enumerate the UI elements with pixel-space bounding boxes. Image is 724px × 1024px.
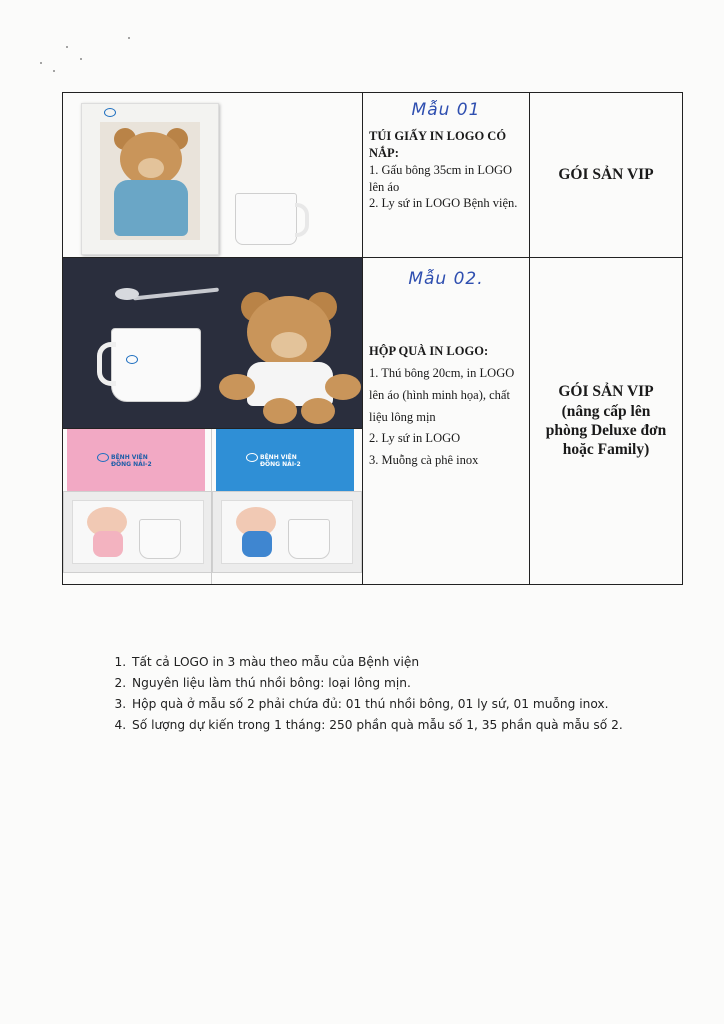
hospital-logo: BỆNH VIỆN ĐỒNG NAI-2	[97, 453, 152, 469]
mug-handle	[295, 203, 309, 237]
sample-1-photo	[63, 93, 362, 257]
sample-heading: TÚI GIẤY IN LOGO CÓ NẮP:	[369, 128, 507, 160]
package-name: GÓI SẢN VIP	[558, 166, 654, 184]
hospital-logo	[126, 355, 140, 364]
scan-speck	[40, 62, 42, 64]
scan-speck	[128, 37, 130, 39]
blue-gift-box-photo	[211, 429, 360, 584]
spoon	[133, 288, 219, 301]
package-detail: (nâng cấp lên	[561, 402, 651, 420]
package-detail: phòng Deluxe đơn	[545, 422, 667, 439]
scan-speck	[80, 58, 82, 60]
note-item: 4. Số lượng dự kiến trong 1 tháng: 250 phần quà mẫu số 1, 35 phần quà mẫu số 2.	[130, 715, 724, 736]
logo-mug	[111, 328, 201, 402]
sample-item: 2. Ly sứ in LOGO Bệnh viện.	[369, 196, 518, 211]
paper-bag-teddy-bear-photo	[81, 103, 219, 255]
package-detail: hoặc Family)	[562, 441, 650, 459]
package-name: GÓI SẢN VIP	[558, 383, 654, 401]
white-mug-photo	[235, 193, 297, 245]
bag-window	[100, 122, 200, 240]
spoon-bowl	[115, 288, 139, 300]
notes-list	[100, 652, 724, 736]
sample-2-image-cell	[63, 258, 363, 585]
sample-item: 2. Ly sứ in LOGO	[369, 431, 461, 446]
sample-1-package-cell	[530, 93, 683, 258]
gift-box-photos	[63, 428, 362, 584]
sample-1-description-cell	[363, 93, 530, 258]
note-item: 1. Tất cả LOGO in 3 màu theo mẫu của Bệnh viện	[130, 652, 724, 673]
mug-handle	[97, 342, 116, 386]
pink-gift-box-photo	[63, 429, 211, 584]
note-item: 2. Nguyên liệu làm thú nhồi bông: loại lông mịn.	[130, 673, 724, 694]
hospital-logo: BỆNH VIỆN ĐỒNG NAI-2	[246, 453, 301, 469]
note-item: 3. Hộp quà ở mẫu số 2 phải chứa đủ: 01 thú nhồi bông, 01 ly sứ, 01 muỗng inox.	[130, 694, 724, 715]
handwritten-sample-label: Mẫu 01	[411, 100, 481, 120]
scan-speck	[53, 70, 55, 72]
sample-item: 1. Gấu bông 35cm in LOGO lên áo	[369, 162, 513, 194]
sample-item: 3. Muỗng cà phê inox	[369, 453, 479, 468]
table-row	[63, 93, 683, 258]
scan-speck	[66, 46, 68, 48]
bear-mug-spoon-photo	[63, 258, 362, 428]
sample-item: 1. Thú bông 20cm, in LOGO lên áo (hình minh họa), chất liệu lông mịn	[369, 365, 515, 424]
gift-spec-table	[62, 92, 683, 585]
sample-2-package-cell	[530, 258, 683, 585]
hospital-logo	[104, 108, 118, 117]
sample-1-image-cell	[63, 93, 363, 258]
table-row	[63, 258, 683, 585]
handwritten-sample-label: Mẫu 02.	[408, 269, 484, 289]
sample-heading: HỘP QUÀ IN LOGO:	[369, 343, 489, 358]
sample-2-description-cell	[363, 258, 530, 585]
